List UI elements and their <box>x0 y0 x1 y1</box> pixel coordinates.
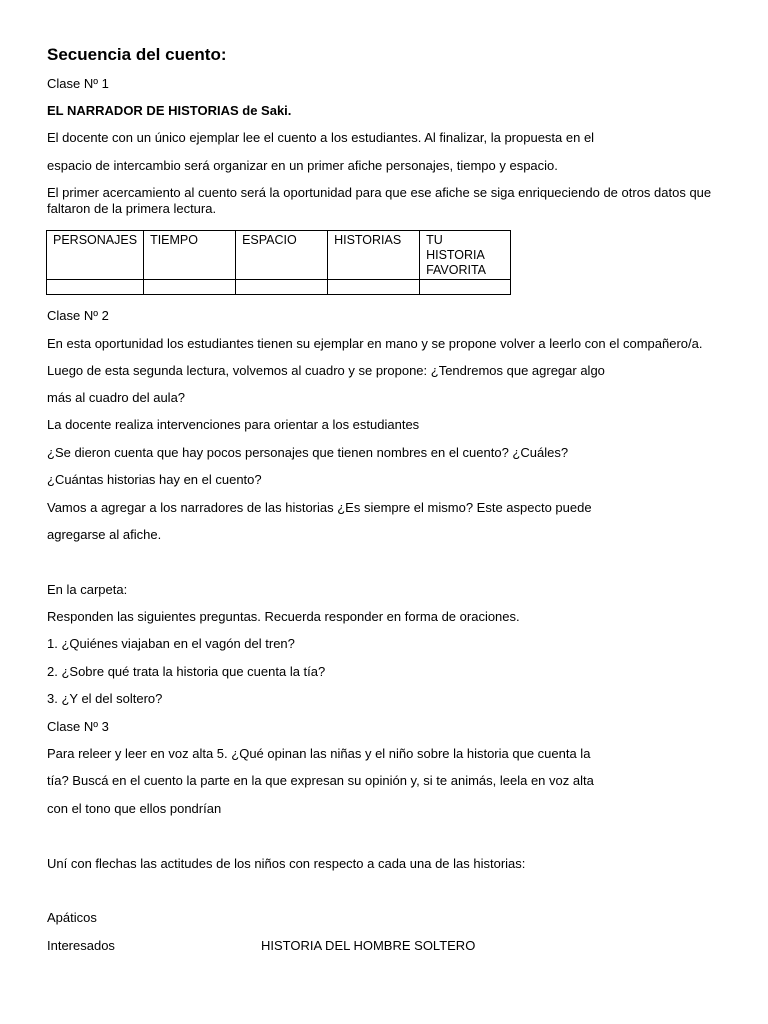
carpeta-heading: En la carpeta: <box>47 582 128 597</box>
page-title: Secuencia del cuento: <box>47 45 227 64</box>
carpeta-intro: Responden las siguientes preguntas. Recuerda responder en forma de oraciones. <box>47 609 520 624</box>
matching-instruction: Uní con flechas las actitudes de los niños con respecto a cada una de las historias: <box>47 856 526 871</box>
clase-1-paragraph-3: El primer acercamiento al cuento será la oportunidad para que ese afiche se siga enriqueciendo de otros datos que faltaron de la primera lectura. <box>47 185 712 216</box>
table-header-cell: TU HISTORIA FAVORITA <box>420 231 511 280</box>
clase-2-question-2: ¿Cuántas historias hay en el cuento? <box>47 472 262 487</box>
story-title: EL NARRADOR DE HISTORIAS de Saki. <box>47 103 292 118</box>
clase-2-paragraph-8: agregarse al afiche. <box>47 527 162 542</box>
clase-2-paragraph-2: Luego de esta segunda lectura, volvemos al cuadro y se propone: ¿Tendremos que agregar algo <box>47 363 605 378</box>
story-elements-table <box>46 230 511 295</box>
clase-2-heading: Clase Nº 2 <box>47 308 109 323</box>
clase-1-paragraph-2: espacio de intercambio será organizar en un primer afiche personajes, tiempo y espacio. <box>47 158 558 173</box>
clase-2-question-1: ¿Se dieron cuenta que hay pocos personajes que tienen nombres en el cuento? ¿Cuáles? <box>47 445 569 460</box>
question-2: 2. ¿Sobre qué trata la historia que cuenta la tía? <box>47 664 326 679</box>
table-cell <box>328 280 420 295</box>
clase-2-paragraph-1: En esta oportunidad los estudiantes tienen su ejemplar en mano y se propone volver a leerlo con el compañero/a. <box>47 336 703 351</box>
table-cell <box>47 280 144 295</box>
table-row <box>47 280 511 295</box>
table-header-row <box>47 231 511 280</box>
clase-1-paragraph-1: El docente con un único ejemplar lee el cuento a los estudiantes. Al finalizar, la propuesta en el <box>47 130 595 145</box>
clase-2-paragraph-7: Vamos a agregar a los narradores de las historias ¿Es siempre el mismo? Este aspecto puede <box>47 500 592 515</box>
clase-3-heading: Clase Nº 3 <box>47 719 109 734</box>
table-header-cell: PERSONAJES <box>47 231 144 280</box>
table-header-cell: TIEMPO <box>144 231 236 280</box>
table-cell <box>144 280 236 295</box>
clase-3-paragraph-1: Para releer y leer en voz alta 5. ¿Qué opinan las niñas y el niño sobre la historia que cuenta la <box>47 746 591 761</box>
clase-3-paragraph-3: con el tono que ellos pondrían <box>47 801 222 816</box>
story-hombre-soltero: HISTORIA DEL HOMBRE SOLTERO <box>261 938 476 953</box>
clase-3-paragraph-2: tía? Buscá en el cuento la parte en la que expresan su opinión y, si te animás, leela en voz alta <box>47 773 594 788</box>
question-3: 3. ¿Y el del soltero? <box>47 691 163 706</box>
table-header-cell: ESPACIO <box>236 231 328 280</box>
clase-1-heading: Clase Nº 1 <box>47 76 109 91</box>
table-cell <box>420 280 511 295</box>
clase-2-paragraph-3: más al cuadro del aula? <box>47 390 186 405</box>
clase-2-paragraph-4: La docente realiza intervenciones para orientar a los estudiantes <box>47 417 420 432</box>
attitude-apaticos: Apáticos <box>47 910 97 925</box>
attitude-interesados: Interesados <box>47 938 115 953</box>
question-1: 1. ¿Quiénes viajaban en el vagón del tren? <box>47 636 295 651</box>
table-cell <box>236 280 328 295</box>
table-header-cell: HISTORIAS <box>328 231 420 280</box>
